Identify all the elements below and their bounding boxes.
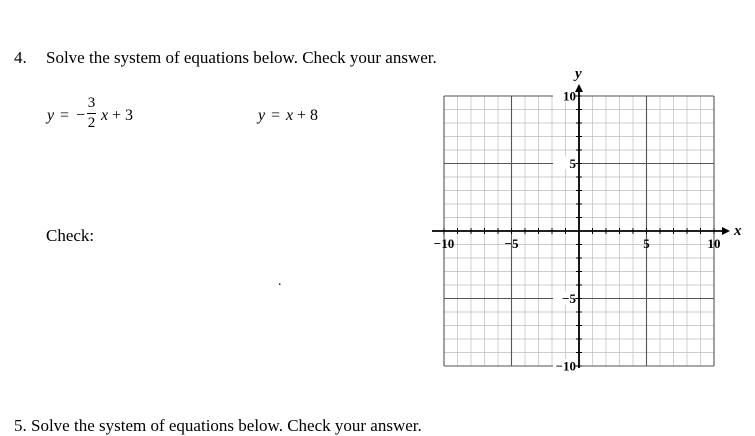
eq1-x: x: [101, 107, 109, 124]
eq2-x: x: [286, 107, 294, 124]
problem-instruction: Solve the system of equations below. Check your answer.: [46, 48, 437, 67]
eq1-equals: =: [60, 107, 70, 124]
eq1-lhs: y: [47, 107, 55, 124]
eq1-minus: −: [76, 107, 86, 124]
y-tick-label: 10: [563, 88, 576, 104]
y-tick-label: 5: [569, 156, 576, 171]
coordinate-grid: [420, 66, 740, 386]
y-tick-label: −10: [555, 358, 576, 374]
x-axis-label: x: [734, 223, 742, 239]
stray-dot: .: [278, 274, 282, 289]
x-tick-label: −5: [504, 236, 519, 251]
x-axis-arrow-icon: [722, 227, 730, 235]
eq2-lhs: y: [258, 107, 266, 124]
eq1-denominator: 2: [87, 115, 96, 131]
eq1-numerator: 3: [87, 95, 96, 111]
x-tick-label: −10: [433, 236, 455, 251]
eq1-constant: + 3: [112, 107, 134, 124]
x-tick-label: 10: [707, 236, 721, 251]
fraction-bar: [87, 113, 96, 114]
eq1-fraction: [87, 96, 96, 131]
check-label: Check:: [46, 226, 95, 245]
y-axis-label: y: [575, 66, 582, 82]
eq2-equals: =: [271, 107, 281, 124]
problem-number: 4.: [14, 48, 27, 67]
eq2-constant: + 8: [297, 107, 319, 124]
next-problem-partial: 5. Solve the system of equations below. Check your answer.: [14, 416, 422, 435]
y-tick-label: −5: [562, 291, 576, 306]
x-tick-label: 5: [643, 236, 650, 251]
y-axis-arrow-icon: [575, 84, 583, 92]
